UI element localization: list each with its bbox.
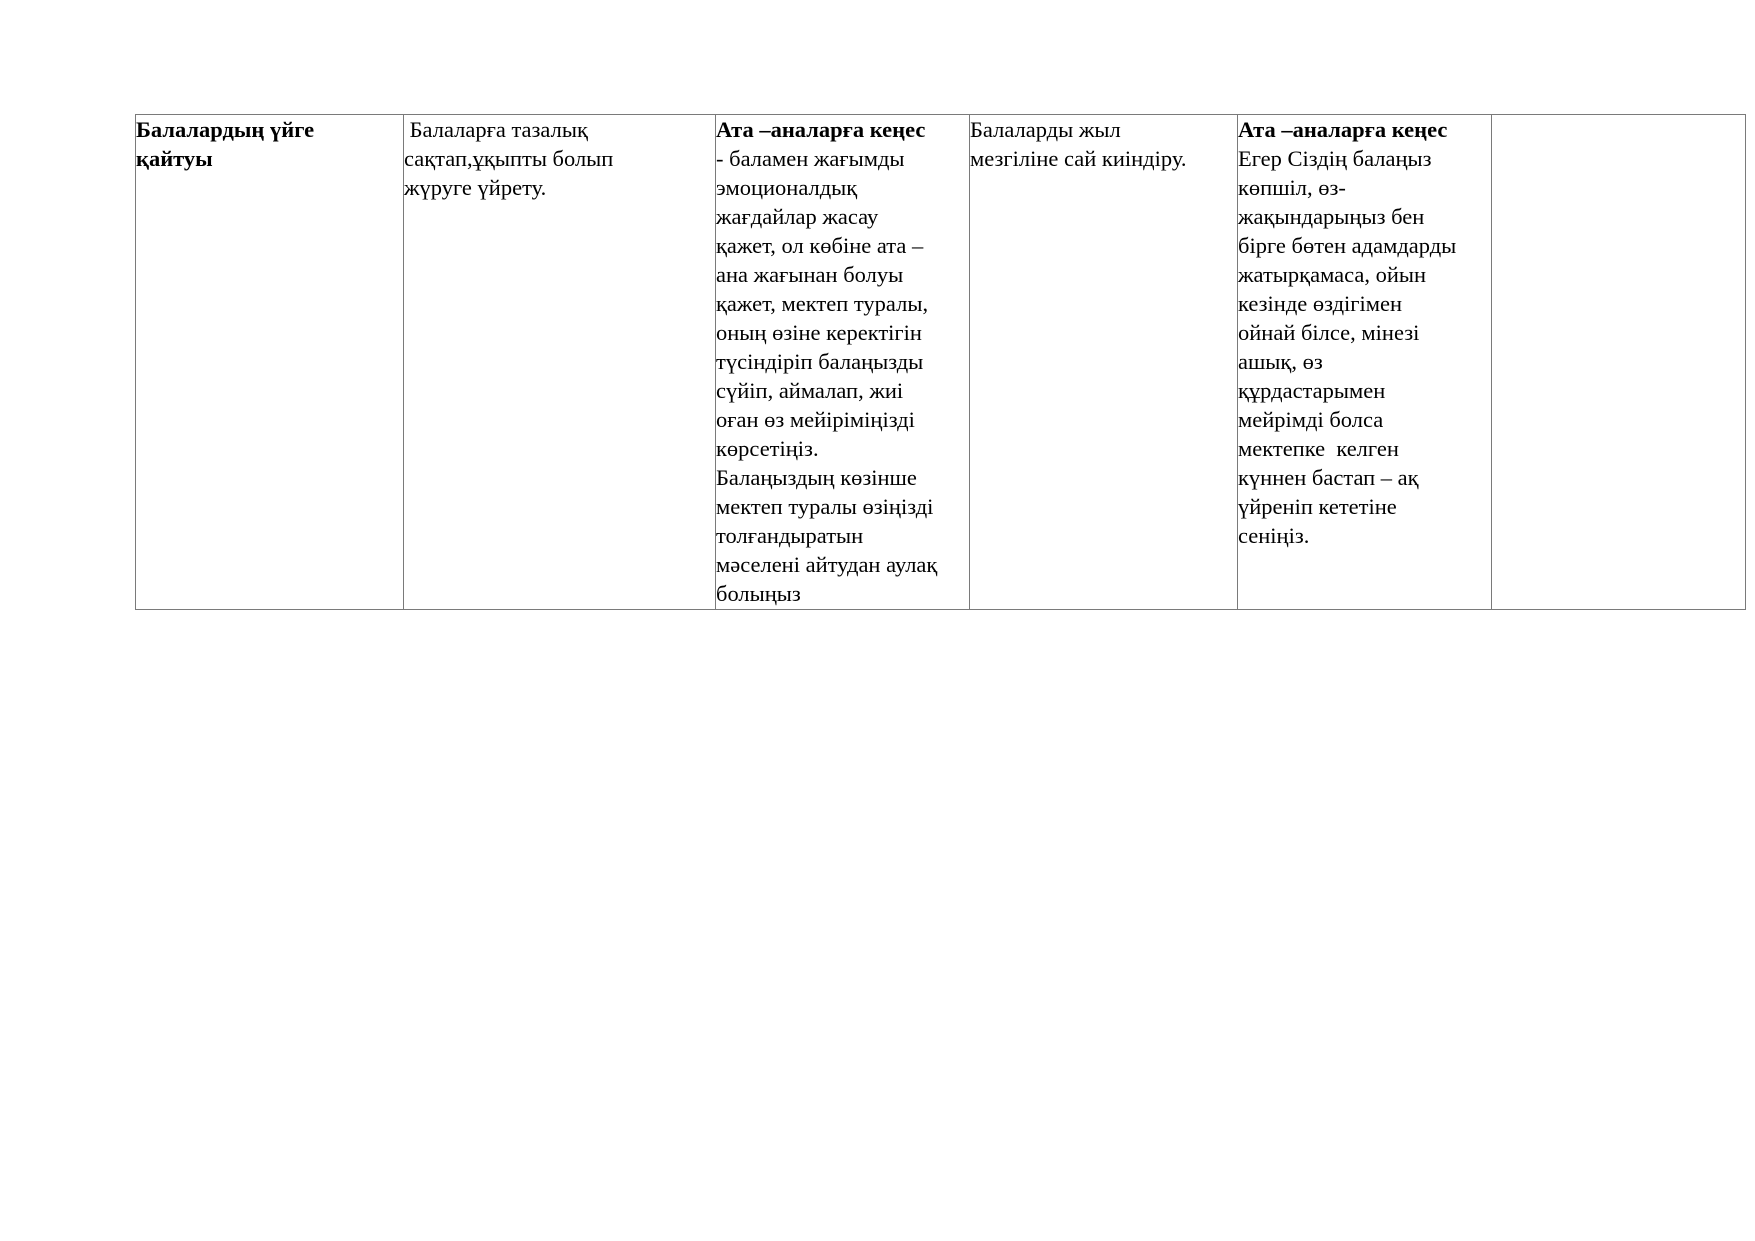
cell-parent-advice-1	[716, 115, 970, 610]
cell-text-line: мезгіліне сай киіндіру.	[970, 146, 1187, 171]
cell-text-line: болыңыз	[716, 581, 801, 606]
cell-activity	[136, 115, 404, 610]
cell-text-line: жағдайлар жасау	[716, 204, 879, 229]
cell-parent-advice-2	[1238, 115, 1492, 610]
cell-text-line: құрдастарымен	[1238, 378, 1386, 403]
cell-text-line: оған өз мейіріміңізді	[716, 407, 915, 432]
cell-text-line: оның өзіне керектігін	[716, 320, 922, 345]
cell-text-line: Балаларға тазалық	[404, 117, 588, 142]
cell-text-line: жүруге үйрету.	[404, 175, 547, 200]
cell-text-line: сақтап,ұқыпты болып	[404, 146, 614, 171]
cell-text-line: қажет, ол көбіне ата –	[716, 233, 924, 258]
cell-text-line: мейрімді болса	[1238, 407, 1384, 432]
cell-text-line: ана жағынан болуы	[716, 262, 904, 287]
table-row	[136, 115, 1746, 610]
cell-text-line: көрсетіңіз.	[716, 436, 819, 461]
cell-text-line: сеніңіз.	[1238, 523, 1310, 548]
cell-text-line: - баламен жағымды	[716, 146, 905, 171]
cell-text-line: бірге бөтен адамдарды	[1238, 233, 1457, 258]
cell-text-line: Егер Сіздің балаңыз	[1238, 146, 1432, 171]
cell-text-line: кезінде өздігімен	[1238, 291, 1403, 316]
cell-text-line: жатырқамаса, ойын	[1238, 262, 1427, 287]
cell-goal	[404, 115, 716, 610]
cell-text-line: жақындарыңыз бен	[1238, 204, 1425, 229]
cell-text-line: ашық, өз	[1238, 349, 1323, 374]
cell-text-line: қайтуы	[136, 146, 213, 171]
cell-text-line: қажет, мектеп туралы,	[716, 291, 929, 316]
cell-text-line: мектеп туралы өзіңізді	[716, 494, 934, 519]
cell-heading: Ата –аналарға кеңес	[1238, 117, 1448, 142]
cell-empty	[1492, 115, 1746, 610]
cell-text-line: эмоционалдық	[716, 175, 858, 200]
cell-text-line: үйреніп кететіне	[1238, 494, 1397, 519]
document-table	[135, 114, 1746, 610]
cell-text-line: сүйіп, аймалап, жиі	[716, 378, 904, 403]
cell-text-line: күннен бастап – ақ	[1238, 465, 1419, 490]
cell-heading: Ата –аналарға кеңес	[716, 117, 926, 142]
cell-text-line: Балалардың үйге	[136, 117, 315, 142]
cell-text-line: мәселені айтудан аулақ	[716, 552, 938, 577]
cell-text-line: көпшіл, өз-	[1238, 175, 1346, 200]
cell-text-line: мектепке келген	[1238, 436, 1399, 461]
cell-text-line: толғандыратын	[716, 523, 864, 548]
cell-text-line: Балаңыздың көзінше	[716, 465, 917, 490]
cell-text-line: Балаларды жыл	[970, 117, 1121, 142]
cell-text-line: ойнай білсе, мінезі	[1238, 320, 1420, 345]
cell-clothing	[970, 115, 1238, 610]
cell-text-line: түсіндіріп балаңызды	[716, 349, 924, 374]
